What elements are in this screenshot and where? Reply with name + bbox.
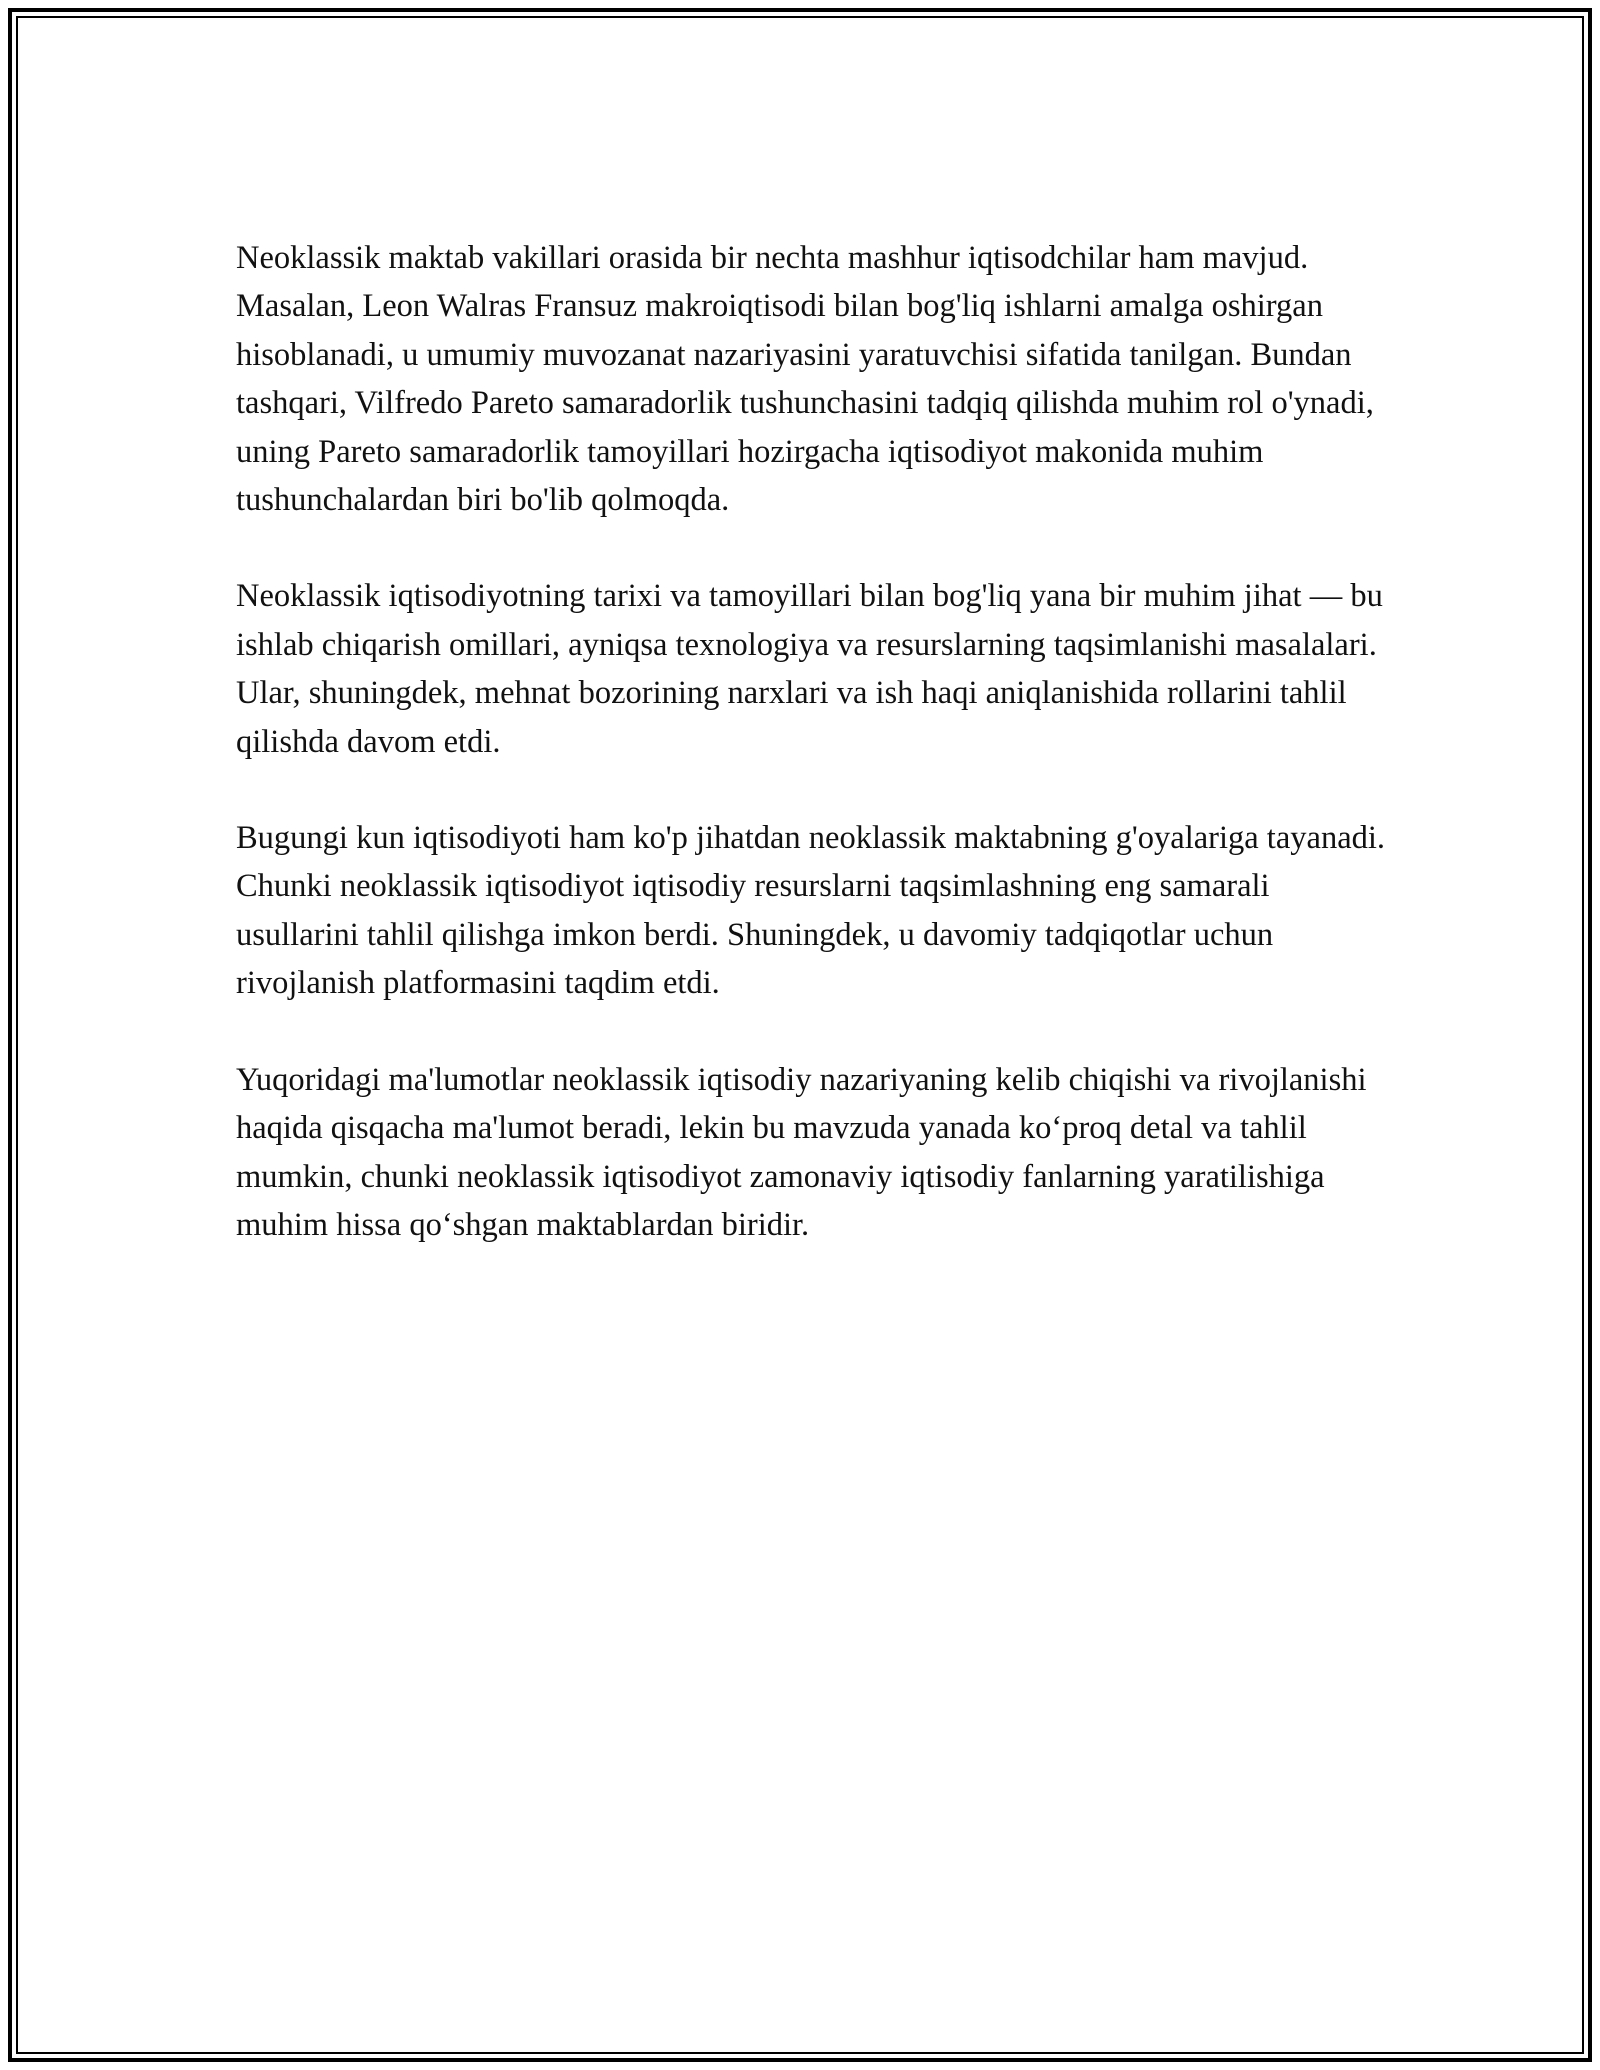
paragraph-1: Neoklassik maktab vakillari orasida bir nechta mashhur iqtisodchilar ham mavjud. Masalan, Leon Walras Fransuz makroiqtisodi bilan bog'liq ishlarni amalga oshirgan hisoblanadi, u umumiy muvozanat nazariyasini yaratuvchisi sifatida tanilgan. Bundan tashqari, Vilfredo Pareto samaradorlik tushunchasini tadqiq qilishda muhim rol o'ynadi, uning Pareto samaradorlik tamoyillari hozirgacha iqtisodiyot makonida muhim tushunchalardan biri bo'lib qolmoqda. — [236, 240, 1374, 519]
paragraph-3: Bugungi kun iqtisodiyoti ham ko'p jihatdan neoklassik maktabning g'oyalariga tayanadi. Chunki neoklassik iqtisodiyot iqtisodiy resurslarni taqsimlashning eng samarali usullarini tahlil qilishga imkon berdi. Shuningdek, u davomiy tadqiqotlar uchun rivojlanish platformasini taqdim etdi. — [236, 820, 1386, 1002]
document-body — [236, 234, 1386, 1297]
paragraph-4: Yuqoridagi ma'lumotlar neoklassik iqtisodiy nazariyaning kelib chiqishi va rivojlanishi haqida qisqacha ma'lumot beradi, lekin bu mavzuda yanada ko‘proq detal va tahlil mumkin, chunki neoklassik iqtisodiyot zamonaviy iqtisodiy fanlarning yaratilishiga muhim hissa qo‘shgan maktablardan biridir. — [236, 1061, 1367, 1243]
paragraph-2: Neoklassik iqtisodiyotning tarixi va tamoyillari bilan bog'liq yana bir muhim jihat — bu ishlab chiqarish omillari, ayniqsa texnologiya va resurslarning taqsimlanishi masalalari. Ular, shuningdek, mehnat bozorining narxlari va ish haqi aniqlanishida rollarini tahlil qilishda davom etdi. — [236, 578, 1383, 760]
